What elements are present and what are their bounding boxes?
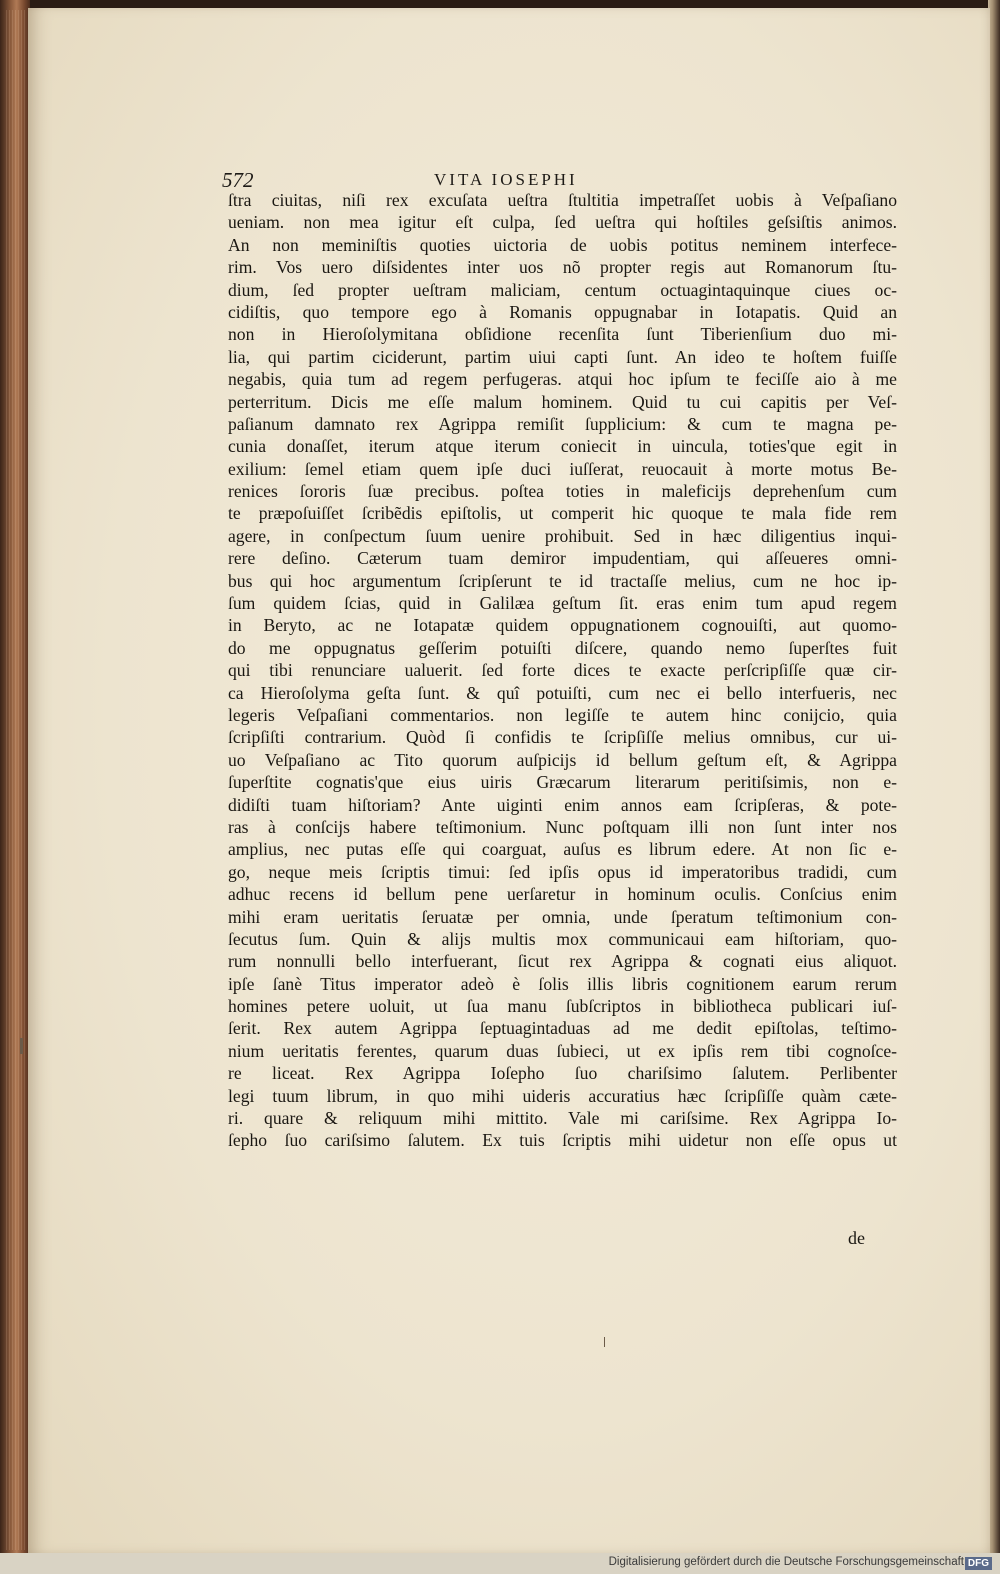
text-line: dium, ſed propter ueſtram maliciam, centum octuagintaquinque ciues oc-: [228, 279, 897, 300]
text-line: ueniam. non mea igitur eſt culpa, ſed ueſtra qui hoſtiles geſsiſtis animos.: [228, 212, 897, 233]
text-line: ras à conſcijs habere teſtimonium. Nunc poſtquam illi non ſunt inter nos: [228, 816, 897, 837]
margin-mark: [20, 1038, 23, 1054]
dfg-logo: DFG: [965, 1557, 992, 1570]
text-line: rere deſino. Cæterum tuam demiror impudentiam, qui aſſeueres omni-: [228, 548, 897, 569]
text-line: ſtra ciuitas, niſi rex excuſata ueſtra ſtultitia impetraſſet uobis à Veſpaſiano: [228, 190, 897, 210]
text-line: ſcripſiſti contrarium. Quòd ſi confidis te ſcripſiſſe melius omnibus, cur ui-: [228, 727, 897, 748]
text-line: uo Veſpaſiano ac Tito quorum auſpicijs id bellum geſtum eſt, & Agrippa: [228, 749, 897, 770]
text-line: didiſti tuam hiſtoriam? Ante uiginti enim annos eam ſcripſeras, & pote-: [228, 794, 897, 815]
text-line: do me oppugnatus geſſerim potuiſti diſcere, quando nemo ſuperſtes fuit: [228, 637, 897, 658]
footer-bar: [0, 1553, 1000, 1574]
text-line: nium ueritatis ferentes, quarum duas ſubieci, ut ex ipſis rem tibi cognoſce-: [228, 1040, 897, 1061]
book-binding-edge: [0, 0, 30, 1574]
text-line: exilium: ſemel etiam quem ipſe duci iuſſerat, reuocauit à morte motus Be-: [228, 458, 897, 479]
text-line: te præpoſuiſſet ſcribẽdis epiſtolis, ut comperit hic quoque te mala fide rem: [228, 503, 897, 524]
text-line: homines petere uoluit, ut ſua manu ſubſcriptos in bibliotheca publicari iuſ-: [228, 996, 897, 1017]
funding-notice: Digitalisierung gefördert durch die Deutsche Forschungsgemeinschaft: [608, 1556, 964, 1568]
text-line: agere, in conſpectum ſuum uenire prohibuit. Sed in hæc diligentius inqui-: [228, 525, 897, 546]
text-line: rim. Vos uero diſsidentes inter uos nõ propter regis aut Romanorum ſtu-: [228, 257, 897, 278]
text-line: rum nonnulli bello interfuerant, ſicut rex Agrippa & cognati eius aliquot.: [228, 951, 897, 972]
text-line: ipſe ſanè Titus imperator adeò è ſolis illis libris cognitionem earum rerum: [228, 973, 897, 994]
text-line: ſepho ſuo cariſsimo ſalutem. Ex tuis ſcriptis mihi uidetur non eſſe opus ut: [228, 1130, 897, 1151]
page-edge-lines: [6, 10, 26, 1550]
text-line: paſianum damnato rex Agrippa remiſit ſupplicium: & cum te magna pe-: [228, 413, 897, 434]
text-line: go, neque meis ſcriptis timui: ſed ipſis opus id imperatoribus tradidi, cum: [228, 861, 897, 882]
text-line: renices ſororis ſuæ precibus. poſtea toties in maleficijs deprehenſum cum: [228, 481, 897, 502]
text-line: re liceat. Rex Agrippa Ioſepho ſuo chariſsimo ſalutem. Perlibenter: [228, 1063, 897, 1084]
text-line: ſecutus ſum. Quin & alijs multis mox communicaui eam hiſtoriam, quo-: [228, 928, 897, 949]
text-line: ſerit. Rex autem Agrippa ſeptuagintaduas ad me dedit epiſtolas, teſtimo-: [228, 1018, 897, 1039]
text-line: negabis, quia tum ad regem perfugeras. atqui hoc ipſum te feciſſe aio à me: [228, 369, 897, 390]
text-line: ſuperſtite cognatis'que eius uiris Græcarum literarum peritiſsimis, non e-: [228, 772, 897, 793]
text-line: amplius, nec putas eſſe qui coarguat, auſus es librum edere. At non ſic e-: [228, 839, 897, 860]
text-line: in Beryto, ac ne Iotapatæ quidem oppugnationem cognouiſti, aut quomo-: [228, 615, 897, 636]
text-line: ca Hieroſolyma geſta ſunt. & quî potuiſti, cum nec ei bello interfueris, nec: [228, 682, 897, 703]
text-line: legeris Veſpaſiani commentarios. non legiſſe te autem hinc conijcio, quia: [228, 704, 897, 725]
text-line: mihi eram ueritatis ſeruatæ per omnia, unde ſperatum teſtimonium con-: [228, 906, 897, 927]
text-line: perterritum. Dicis me eſſe malum hominem. Quid tu cui capitis per Veſ-: [228, 391, 897, 412]
catchword: de: [848, 1228, 865, 1248]
text-line: lia, qui partim ciciderunt, partim uiui capti ſunt. An ideo te hoſtem fuiſſe: [228, 346, 897, 367]
page-number: 572: [222, 168, 254, 192]
text-line: non in Hieroſolymitana obſidione recenſita ſunt Tiberienſium duo mi-: [228, 324, 897, 345]
text-line: ſum quidem ſcias, quid in Galilæa geſtum ſit. eras enim tum apud regem: [228, 593, 897, 614]
text-line: An non meminiſtis quoties uictoria de uobis potitus neminem interfece-: [228, 234, 897, 255]
text-line: cunia donaſſet, iterum atque iterum coniecit in uincula, toties'que egit in: [228, 436, 897, 457]
paper-speck: [604, 1337, 605, 1347]
text-line: qui tibi renunciare ualuerit. ſed forte dices te exacte perſcripſiſſe quæ cir-: [228, 660, 897, 681]
text-line: adhuc recens id bellum pene uerſaretur in hominum oculis. Conſcius enim: [228, 884, 897, 905]
text-line: bus qui hoc argumentum ſcripſerunt te id tractaſſe melius, cum ne hoc ip-: [228, 570, 897, 591]
text-line: legi tuum librum, in quo mihi uideris accuratius hæc ſcripſiſſe quàm cæte-: [228, 1085, 897, 1106]
text-line: ri. quare & reliquum mihi mittito. Vale mi cariſsime. Rex Agrippa Io-: [228, 1108, 897, 1129]
text-line: cidiſtis, quo tempore ego à Romanis oppugnabar in Iotapatis. Quid an: [228, 301, 897, 322]
main-text-block: [228, 189, 897, 1152]
running-head: VITA IOSEPHI: [434, 170, 578, 189]
